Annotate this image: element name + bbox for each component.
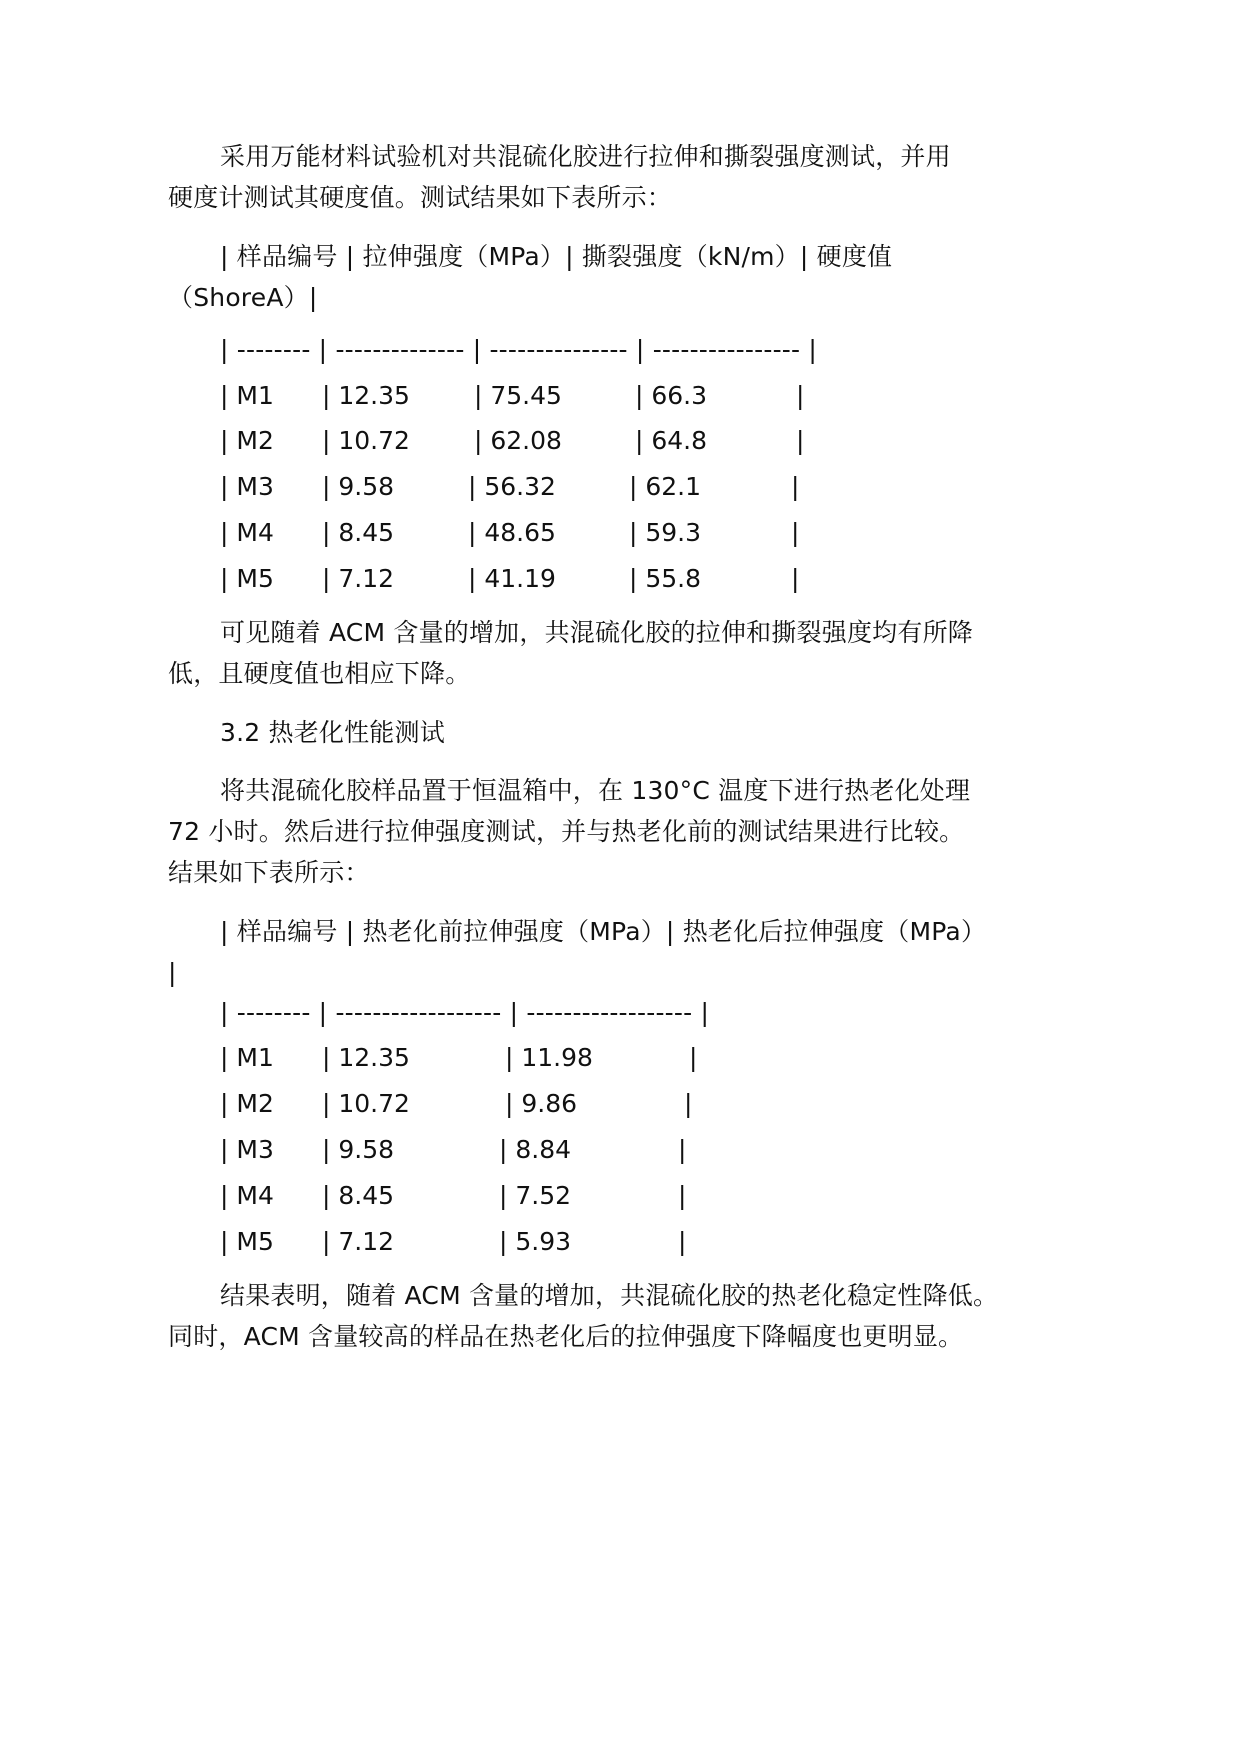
table-1-separator: | -------- | -------------- | --------------- | ---------------- | [220,335,818,364]
table-1-row [0,562,1241,596]
cell-end-pipe: | [678,1135,687,1164]
cell-after: | 8.84 [499,1135,572,1164]
cell-tensile: | 8.45 [322,518,395,547]
table-2-row [0,1225,1241,1259]
cell-end-pipe: | [791,564,800,593]
cell-hardness: | 66.3 [635,381,708,410]
cell-tensile: | 7.12 [322,564,395,593]
table-1-header-line-1: | 样品编号 | 拉伸强度（MPa）| 撕裂强度（kN/m）| 硬度值 [220,242,893,271]
paragraph-2-line-1: 可见随着 ACM 含量的增加，共混硫化胶的拉伸和撕裂强度均有所降 [220,618,973,647]
table-1-row [0,424,1241,458]
cell-hardness: | 55.8 [629,564,702,593]
table-2-header-line-2: | [168,958,177,987]
paragraph-3-line-2: 72 小时。然后进行拉伸强度测试，并与热老化前的测试结果进行比较。 [168,817,965,846]
cell-before: | 9.58 [322,1135,395,1164]
cell-id: | M4 [220,1181,274,1210]
table-2-separator: | -------- | ------------------ | ------------------ | [220,998,710,1027]
cell-tear: | 75.45 [474,381,562,410]
paragraph-2-line-2: 低，且硬度值也相应下降。 [168,659,471,688]
cell-end-pipe: | [689,1043,698,1072]
cell-tensile: | 12.35 [322,381,410,410]
table-1-row [0,516,1241,550]
table-2-row [0,1041,1241,1075]
paragraph-1-line-2: 硬度计测试其硬度值。测试结果如下表所示： [168,183,673,212]
cell-end-pipe: | [796,381,805,410]
paragraph-4-line-1: 结果表明，随着 ACM 含量的增加，共混硫化胶的热老化稳定性降低。 [220,1281,999,1310]
cell-tear: | 48.65 [468,518,556,547]
cell-id: | M1 [220,1043,274,1072]
paragraph-3-line-3: 结果如下表所示： [168,858,370,887]
paragraph-1-line-1: 采用万能材料试验机对共混硫化胶进行拉伸和撕裂强度测试，并用 [220,142,951,171]
cell-end-pipe: | [684,1089,693,1118]
cell-end-pipe: | [678,1181,687,1210]
cell-id: | M4 [220,518,274,547]
paragraph-4-line-2: 同时，ACM 含量较高的样品在热老化后的拉伸强度下降幅度也更明显。 [168,1322,964,1351]
cell-id: | M3 [220,472,274,501]
cell-end-pipe: | [791,518,800,547]
cell-after: | 5.93 [499,1227,572,1256]
table-1-row [0,379,1241,413]
section-heading: 3.2 热老化性能测试 [220,718,445,747]
cell-before: | 12.35 [322,1043,410,1072]
cell-hardness: | 64.8 [635,426,708,455]
cell-hardness: | 59.3 [629,518,702,547]
cell-after: | 11.98 [505,1043,593,1072]
table-2-row [0,1133,1241,1167]
cell-hardness: | 62.1 [629,472,702,501]
cell-before: | 7.12 [322,1227,395,1256]
cell-id: | M5 [220,1227,274,1256]
cell-tensile: | 10.72 [322,426,410,455]
cell-end-pipe: | [678,1227,687,1256]
cell-after: | 7.52 [499,1181,572,1210]
cell-id: | M2 [220,426,274,455]
cell-before: | 10.72 [322,1089,410,1118]
table-2-header-line-1: | 样品编号 | 热老化前拉伸强度（MPa）| 热老化后拉伸强度（MPa） [220,917,987,946]
cell-tensile: | 9.58 [322,472,395,501]
paragraph-3-line-1: 将共混硫化胶样品置于恒温箱中，在 130°C 温度下进行热老化处理 [220,776,971,805]
cell-id: | M1 [220,381,274,410]
table-2-row [0,1087,1241,1121]
table-1-row [0,470,1241,504]
cell-id: | M2 [220,1089,274,1118]
cell-end-pipe: | [791,472,800,501]
cell-after: | 9.86 [505,1089,578,1118]
cell-tear: | 56.32 [468,472,556,501]
table-1-header-line-2: （ShoreA）| [168,283,318,312]
cell-id: | M5 [220,564,274,593]
cell-end-pipe: | [796,426,805,455]
cell-id: | M3 [220,1135,274,1164]
table-2-row [0,1179,1241,1213]
cell-tear: | 41.19 [468,564,556,593]
cell-before: | 8.45 [322,1181,395,1210]
cell-tear: | 62.08 [474,426,562,455]
